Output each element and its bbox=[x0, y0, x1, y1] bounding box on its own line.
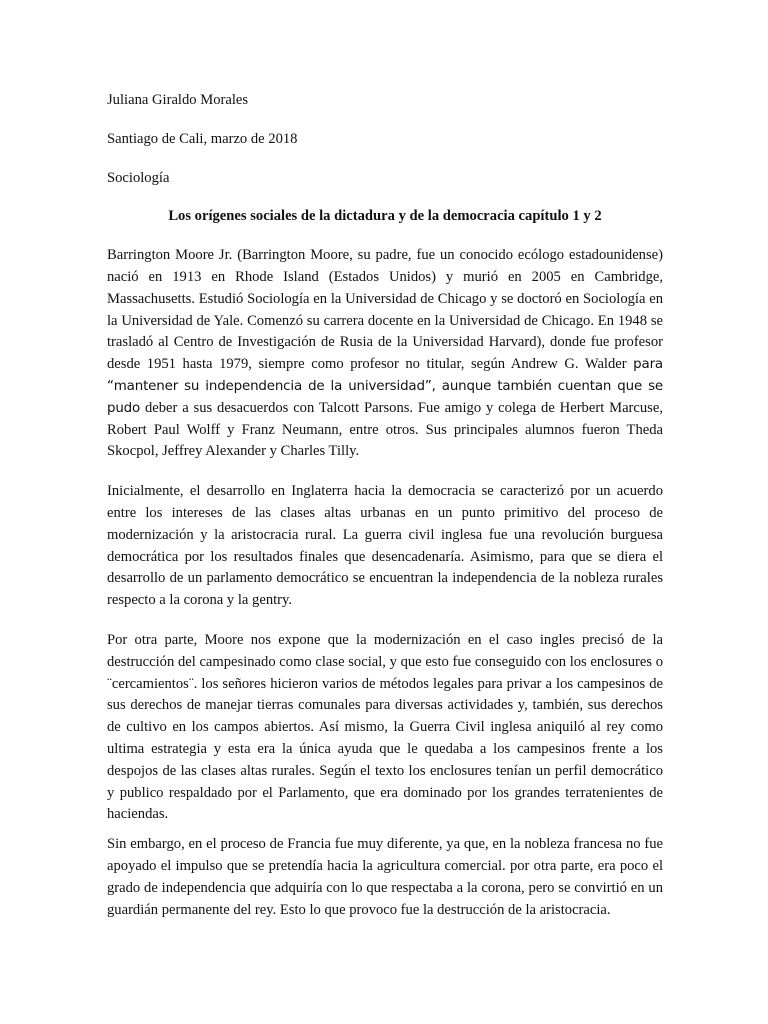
subject: Sociología bbox=[107, 169, 170, 186]
paragraph-biography-text-1: Barrington Moore Jr. (Barrington Moore, su padre, fue un conocido ecólogo estadounidense) nació en 1913 en Rhode Island (Estados Unidos) y murió en 2005 en Cambridge, Massachusetts. Estudió Sociología en la Universidad de Chicago y se doctoró en Sociología en la Universidad de Yale. Comenzó su carrera docente en la Universidad de Chicago. En 1948 se trasladó al Centro de Investigación de Rusia de la Universidad Harvard), donde fue profesor desde 1951 hasta 1979, siempre como profesor no titular, según Andrew G. Walder bbox=[107, 247, 663, 373]
paragraph-enclosures: Por otra parte, Moore nos expone que la modernización en el caso ingles precisó de la destrucción del campesinado como clase social, y que esto fue conseguido con los enclosures o ¨cercamientos¨. los señores hicieron varios de métodos legales para privar a los campesinos de sus derechos de manejar tierras comunales para diversas actividades y, también, sus derechos de cultivo en los campos abiertos. Así mismo, la Guerra Civil inglesa aniquiló al rey como ultima estrategia y esta era la única ayuda que le quedaba a los campesinos frente a los despojos de las clases altas rurales. Según el texto los enclosures tenían un perfil democrático y publico respaldado por el Parlamento, que era dominado por los grandes terratenientes de haciendas. bbox=[107, 631, 663, 823]
paragraph-biography-text-2: deber a sus desacuerdos con Talcott Parsons. Fue amigo y colega de Herbert Marcuse, Robert Paul Wolff y Franz Neumann, entre otros. Sus principales alumnos fueron Theda Skocpol, Jeffrey Alexander y Charles Tilly. bbox=[107, 399, 663, 460]
paragraph-biography bbox=[107, 245, 663, 463]
paragraph-england: Inicialmente, el desarrollo en Inglaterra hacia la democracia se caracterizó por un acuerdo entre los intereses de las clases altas urbanas en un punto primitivo del proceso de modernización y la aristocracia rural. La guerra civil inglesa fue una revolución burguesa democrática por los resultados finales que desencadenaría. Asimismo, para que se diera el desarrollo de un parlamento democrático se encuentran la independencia de la nobleza rurales respecto a la corona y la gentry. bbox=[107, 483, 663, 609]
document-title: Los orígenes sociales de la dictadura y de la democracia capítulo 1 y 2 bbox=[168, 208, 602, 225]
paragraph-france: Sin embargo, en el proceso de Francia fue muy diferente, ya que, en la nobleza francesa no fue apoyado el impulso que se pretendía hacia la agricultura comercial. por otra parte, era poco el grado de independencia que adquiría con lo que respectaba a la corona, pero se convirtió en un guardián permanente del rey. Esto lo que provoco fue la destrucción de la aristocracia. bbox=[107, 836, 663, 918]
place-date: Santiago de Cali, marzo de 2018 bbox=[107, 130, 298, 147]
paragraph-biography-quote: para “mantener su independencia de la universidad”, aunque también cuentan que se pudo bbox=[107, 357, 663, 416]
document-page bbox=[107, 90, 663, 939]
author-name: Juliana Giraldo Morales bbox=[107, 92, 249, 108]
